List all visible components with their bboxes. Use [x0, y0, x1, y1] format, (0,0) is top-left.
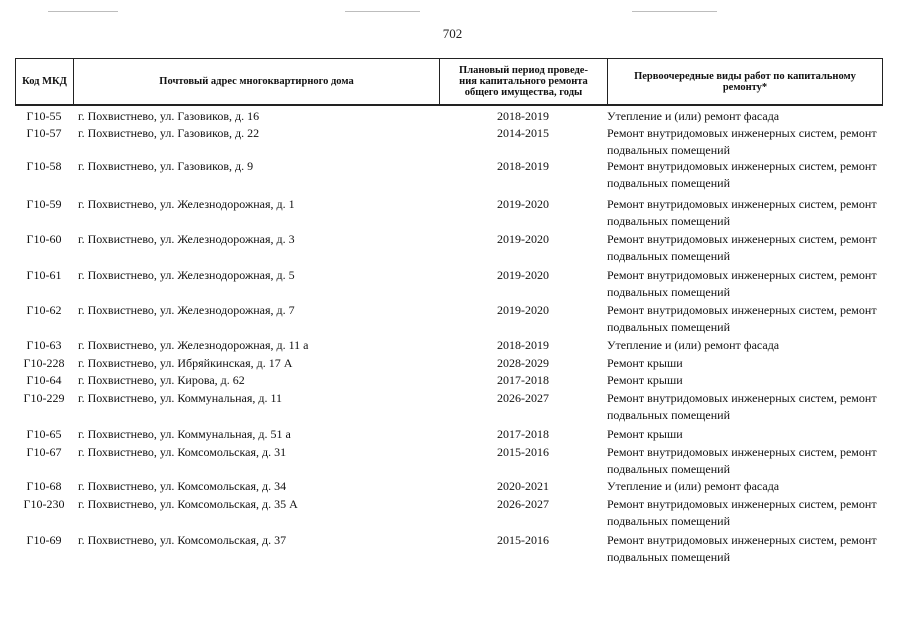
cell-works: Ремонт внутридомовых инженерных систем, ремонт подвальных помещений	[607, 268, 877, 299]
cell-works: Ремонт внутридомовых инженерных систем, ремонт подвальных помещений	[607, 533, 877, 564]
cell-address: г. Похвистнево, ул. Газовиков, д. 22	[78, 126, 260, 140]
cell-address: г. Похвистнево, ул. Железнодорожная, д. 11 а	[78, 338, 309, 352]
cell-works: Утепление и (или) ремонт фасада	[607, 338, 780, 352]
cell-address: г. Похвистнево, ул. Газовиков, д. 16	[78, 109, 260, 123]
cell-code: Г10-63	[26, 338, 62, 352]
cell-works: Ремонт крыши	[607, 356, 683, 370]
scan-artifact-line	[632, 11, 717, 12]
cell-address: г. Похвистнево, ул. Коммунальная, д. 11	[78, 391, 282, 405]
cell-period: 2014-2015	[497, 126, 549, 140]
cell-period: 2019-2020	[497, 303, 549, 317]
cell-code: Г10-228	[23, 356, 65, 370]
header-works: Первоочередные виды работ по капитальному ремонту*	[634, 70, 856, 93]
cell-code: Г10-57	[26, 126, 62, 140]
cell-works: Ремонт внутридомовых инженерных систем, ремонт подвальных помещений	[607, 159, 877, 190]
cell-address: г. Похвистнево, ул. Комсомольская, д. 37	[78, 533, 287, 547]
cell-works: Утепление и (или) ремонт фасада	[607, 109, 780, 123]
cell-works: Ремонт внутридомовых инженерных систем, ремонт подвальных помещений	[607, 197, 877, 228]
cell-period: 2019-2020	[497, 268, 549, 282]
cell-code: Г10-67	[26, 445, 62, 459]
cell-period: 2019-2020	[497, 232, 549, 246]
scan-artifact-line	[345, 11, 420, 12]
cell-address: г. Похвистнево, ул. Железнодорожная, д. 1	[78, 197, 295, 211]
cell-code: Г10-65	[26, 427, 62, 441]
cell-works: Ремонт внутридомовых инженерных систем, ремонт подвальных помещений	[607, 445, 877, 476]
cell-period: 2020-2021	[497, 479, 549, 493]
cell-period: 2028-2029	[497, 356, 549, 370]
cell-code: Г10-58	[26, 159, 62, 173]
cell-code: Г10-61	[26, 268, 62, 282]
cell-address: г. Похвистнево, ул. Железнодорожная, д. 3	[78, 232, 295, 246]
cell-address: г. Похвистнево, ул. Кирова, д. 62	[78, 373, 245, 387]
cell-address: г. Похвистнево, ул. Комсомольская, д. 34	[78, 479, 287, 493]
cell-code: Г10-68	[26, 479, 62, 493]
cell-period: 2015-2016	[497, 533, 549, 547]
cell-code: Г10-64	[26, 373, 62, 387]
cell-address: г. Похвистнево, ул. Железнодорожная, д. 5	[78, 268, 295, 282]
cell-period: 2018-2019	[497, 159, 549, 173]
cell-code: Г10-230	[23, 497, 65, 511]
cell-period: 2026-2027	[497, 497, 549, 511]
cell-works: Ремонт внутридомовых инженерных систем, ремонт подвальных помещений	[607, 391, 877, 422]
header-period: Плановый период проведе- ния капитального ремонта общего имущества, годы	[440, 59, 608, 104]
cell-period: 2018-2019	[497, 338, 549, 352]
cell-period: 2018-2019	[497, 109, 549, 123]
cell-address: г. Похвистнево, ул. Железнодорожная, д. 7	[78, 303, 295, 317]
cell-works: Ремонт внутридомовых инженерных систем, ремонт подвальных помещений	[607, 497, 877, 528]
cell-code: Г10-229	[23, 391, 65, 405]
cell-period: 2017-2018	[497, 373, 549, 387]
scan-artifact-line	[48, 11, 118, 12]
cell-works: Ремонт внутридомовых инженерных систем, ремонт подвальных помещений	[607, 303, 877, 334]
cell-code: Г10-60	[26, 232, 62, 246]
cell-works: Утепление и (или) ремонт фасада	[607, 479, 780, 493]
cell-address: г. Похвистнево, ул. Комсомольская, д. 31	[78, 445, 287, 459]
cell-period: 2026-2027	[497, 391, 549, 405]
cell-works: Ремонт крыши	[607, 373, 683, 387]
cell-code: Г10-55	[26, 109, 62, 123]
cell-code: Г10-62	[26, 303, 62, 317]
cell-address: г. Похвистнево, ул. Комсомольская, д. 35 А	[78, 497, 298, 511]
cell-period: 2015-2016	[497, 445, 549, 459]
cell-works: Ремонт внутридомовых инженерных систем, ремонт подвальных помещений	[607, 232, 877, 263]
cell-address: г. Похвистнево, ул. Коммунальная, д. 51 а	[78, 427, 291, 441]
page-number: 702	[442, 26, 463, 41]
cell-works: Ремонт внутридомовых инженерных систем, ремонт подвальных помещений	[607, 126, 877, 157]
cell-code: Г10-59	[26, 197, 62, 211]
cell-period: 2017-2018	[497, 427, 549, 441]
table-header	[15, 58, 883, 106]
header-address: Почтовый адрес многоквартирного дома	[74, 59, 440, 104]
cell-address: г. Похвистнево, ул. Ибряйкинская, д. 17 А	[78, 356, 293, 370]
cell-period: 2019-2020	[497, 197, 549, 211]
cell-works: Ремонт крыши	[607, 427, 683, 441]
cell-code: Г10-69	[26, 533, 62, 547]
header-code: Код МКД	[16, 59, 74, 104]
cell-address: г. Похвистнево, ул. Газовиков, д. 9	[78, 159, 254, 173]
